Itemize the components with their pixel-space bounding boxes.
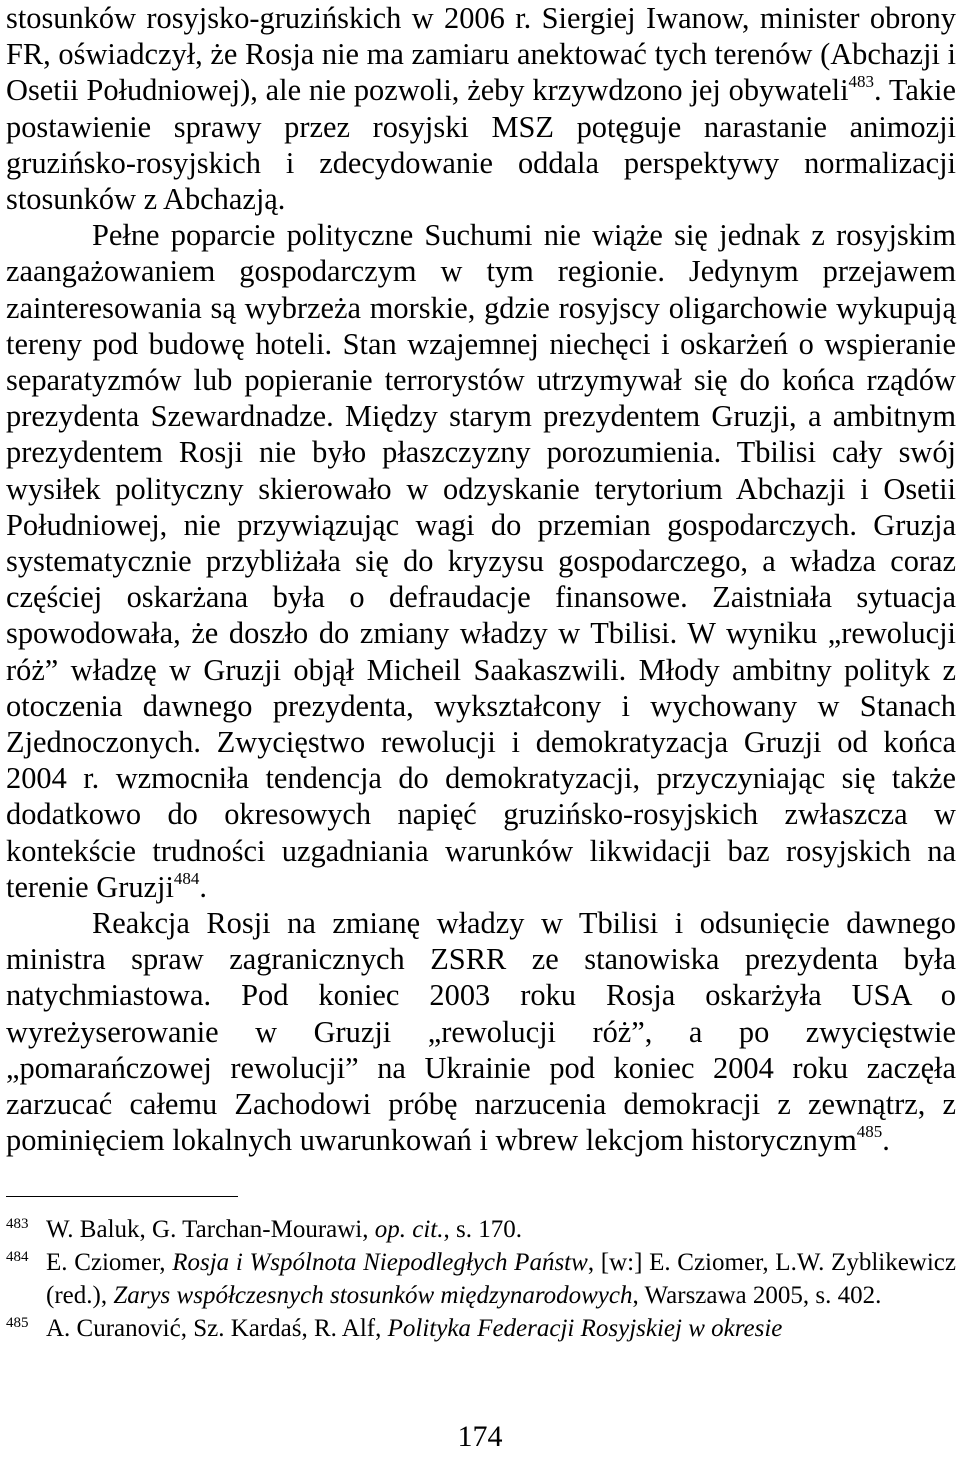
paragraph-2	[6, 217, 956, 905]
footnote-485	[6, 1312, 956, 1345]
footnote-text	[46, 1312, 956, 1345]
footnote-ref-485: 485	[856, 1122, 883, 1142]
footnote-ref-483: 483	[848, 72, 875, 92]
paragraph-1-text-b: . Takie postawienie sprawy przez rosyjski MSZ potęguje narastanie animozji gruzińsko-rosyjskich i zdecydowanie oddala perspektywy normalizacji stosunków z Abchazją.	[6, 73, 956, 217]
footnote-text-part: , s. 170.	[443, 1216, 522, 1243]
footnote-text	[46, 1213, 956, 1246]
paragraph-3	[6, 905, 956, 1158]
footnote-number: 483	[6, 1216, 29, 1232]
footnote-italic: Polityka Federacji Rosyjskiej w okresie	[387, 1315, 783, 1342]
footnote-ref-484: 484	[173, 868, 200, 888]
footnote-text	[46, 1246, 956, 1312]
page-body	[6, 0, 956, 1159]
paragraph-1-text-a: stosunków rosyjsko-gruzińskich w 2006 r. Siergiej Iwanow, minister obrony FR, oświadczył, że Rosja nie ma zamiaru anektować tych terenów (Abchazji i Osetii Południowej), ale nie pozwoli, żeby krzywdzono jej obywateli	[6, 1, 956, 108]
footnote-text-part: , Warszawa 2005, s. 402.	[632, 1282, 882, 1309]
paragraph-2-text-b: .	[199, 869, 208, 904]
paragraph-3-text-b: .	[882, 1123, 890, 1158]
footnote-text-part: , [w:] E. Cziomer, L.W. Zyblikewicz (red.),	[46, 1249, 956, 1309]
footnotes	[6, 1213, 956, 1345]
footnote-italic: op. cit.	[374, 1216, 444, 1243]
footnote-italic: Zarys współczesnych stosunków międzynarodowych	[113, 1282, 633, 1309]
footnote-separator	[6, 1196, 238, 1197]
footnote-484	[6, 1246, 956, 1312]
paragraph-2-text-a: Pełne poparcie polityczne Suchumi nie wiąże się jednak z rosyjskim zaangażowaniem gospodarczym w tym regionie. Jedynym przejawem zainteresowania są wybrzeża morskie, gdzie rosyjscy oligarchowie wykupują tereny pod budowę hoteli. Stan wzajemnej niechęci i oskarżeń o wspieranie separatyzmów lub popieranie terrorystów utrzymywał się do końca rządów prezydenta Szewardnadze. Między starym prezydentem Gruzji, a ambitnym prezydentem Rosji nie było płaszczyzny porozumienia. Tbilisi cały swój wysiłek polityczny skierowało w odzyskanie terytorium Abchazji i Osetii Południowej, nie przywiązując wagi do przemian gospodarczych. Gruzja systematycznie przybliżała się do kryzysu gospodarczego, a władza coraz częściej oskarżana była o defraudacje finansowe. Zaistniała sytuacja spowodowała, że doszło do zmiany władzy w Tbilisi. W wyniku „rewolucji róż” władzę w Gruzji objął Micheil Saakaszwili. Młody ambitny polityk z otoczenia dawnego prezydenta, wykształcony i wychowany w Stanach Zjednoczonych. Zwycięstwo rewolucji i demokratyzacja Gruzji od końca 2004 r. wzmocniła tendencja do demokratyzacji, przyczyniając się także dodatkowo do okresowych napięć gruzińsko-rosyjskich zwłaszcza w kontekście trudności uzgadniania warunków likwidacji baz rosyjskich na terenie Gruzji	[6, 218, 956, 904]
footnote-italic: Rosja i Wspólnota Niepodległych Państw	[172, 1249, 588, 1276]
paragraph-3-text-a: Reakcja Rosji na zmianę władzy w Tbilisi i odsunięcie dawnego ministra spraw zagranicznych ZSRR ze stanowiska prezydenta była natychmiastowa. Pod koniec 2003 roku Rosja oskarżyła USA o wyreżyserowanie w Gruzji „rewolucji róż”, a po zwycięstwie „pomarańczowej rewolucji” na Ukrainie pod koniec 2004 roku zaczęła zarzucać całemu Zachodowi próbę narzucenia demokracji z zewnątrz, z pominięciem lokalnych uwarunkowań i wbrew lekcjom historycznym	[6, 906, 956, 1158]
footnote-483	[6, 1213, 956, 1246]
footnote-text-part: E. Cziomer,	[46, 1249, 173, 1276]
footnote-number: 485	[6, 1315, 29, 1331]
footnote-number: 484	[6, 1249, 29, 1265]
paragraph-1	[6, 0, 956, 217]
footnote-text-part: W. Baluk, G. Tarchan-Mourawi,	[46, 1216, 375, 1243]
page-number: 174	[457, 1420, 503, 1453]
footnote-text-part: A. Curanović, Sz. Kardaś, R. Alf,	[46, 1315, 388, 1342]
